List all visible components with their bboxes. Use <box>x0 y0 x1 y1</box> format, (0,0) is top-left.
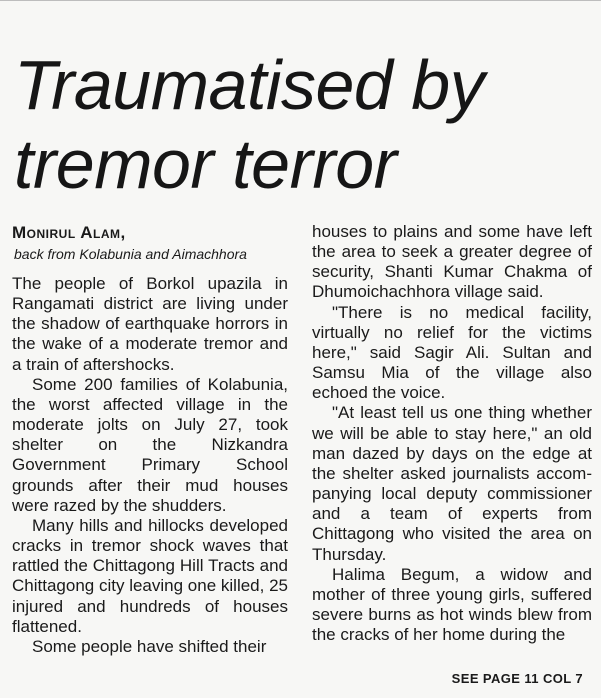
byline-author: Monirul Alam, <box>12 223 126 242</box>
paragraph: Halima Begum, a widow and mother of three young girls, suffered severe burns as hot winds blew from the cracks of her home during the <box>312 564 592 645</box>
article-column-left <box>12 222 288 657</box>
clipping-top-edge <box>0 0 601 13</box>
paragraph: Many hills and hillocks developed cracks in tremor shock waves that rattled the Chittagong Hill Tracts and Chittagong city leaving one killed, 25 injured and hundreds of houses flattened. <box>12 515 288 636</box>
paragraph: The people of Borkol upazila in Rangamati district are living under the shadow of earthquake horrors in the wake of a moderate tremor and a train of aftershocks. <box>12 274 288 374</box>
paragraph: houses to plains and some have left the area to seek a greater degree of security, Shanti Kumar Chakma of Dhumoichachhora village said. <box>312 222 592 302</box>
paragraph: "There is no medical facility, virtually no relief for the victims here," said Sagir Ali. Sultan and Samsu Mia of the village also echoed the voice. <box>312 302 592 403</box>
paragraph: Some people have shifted their <box>32 636 267 656</box>
headline-line-2: tremor terror <box>14 125 397 203</box>
paragraph: "At least tell us one thing whether we will be able to stay here," an old man dazed by days on the edge at the shelter asked journalists accompanying local deputy commissioner and a team of experts from Chittagong who visited the area on Thursday. <box>312 403 592 564</box>
byline-location: back from Kolabunia and Aimachhora <box>14 246 247 262</box>
article-column-right <box>312 222 592 645</box>
paragraph: Some 200 families of Kolabunia, the worst affected village in the moderate jolts on July 27, took shelter on the Nizkandra Government Primary School grounds after their mud houses were razed by the shudders. <box>12 374 288 515</box>
continuation-reference: SEE PAGE 11 COL 7 <box>451 671 583 686</box>
headline <box>14 46 594 204</box>
headline-line-1: Traumatised by <box>14 46 485 124</box>
